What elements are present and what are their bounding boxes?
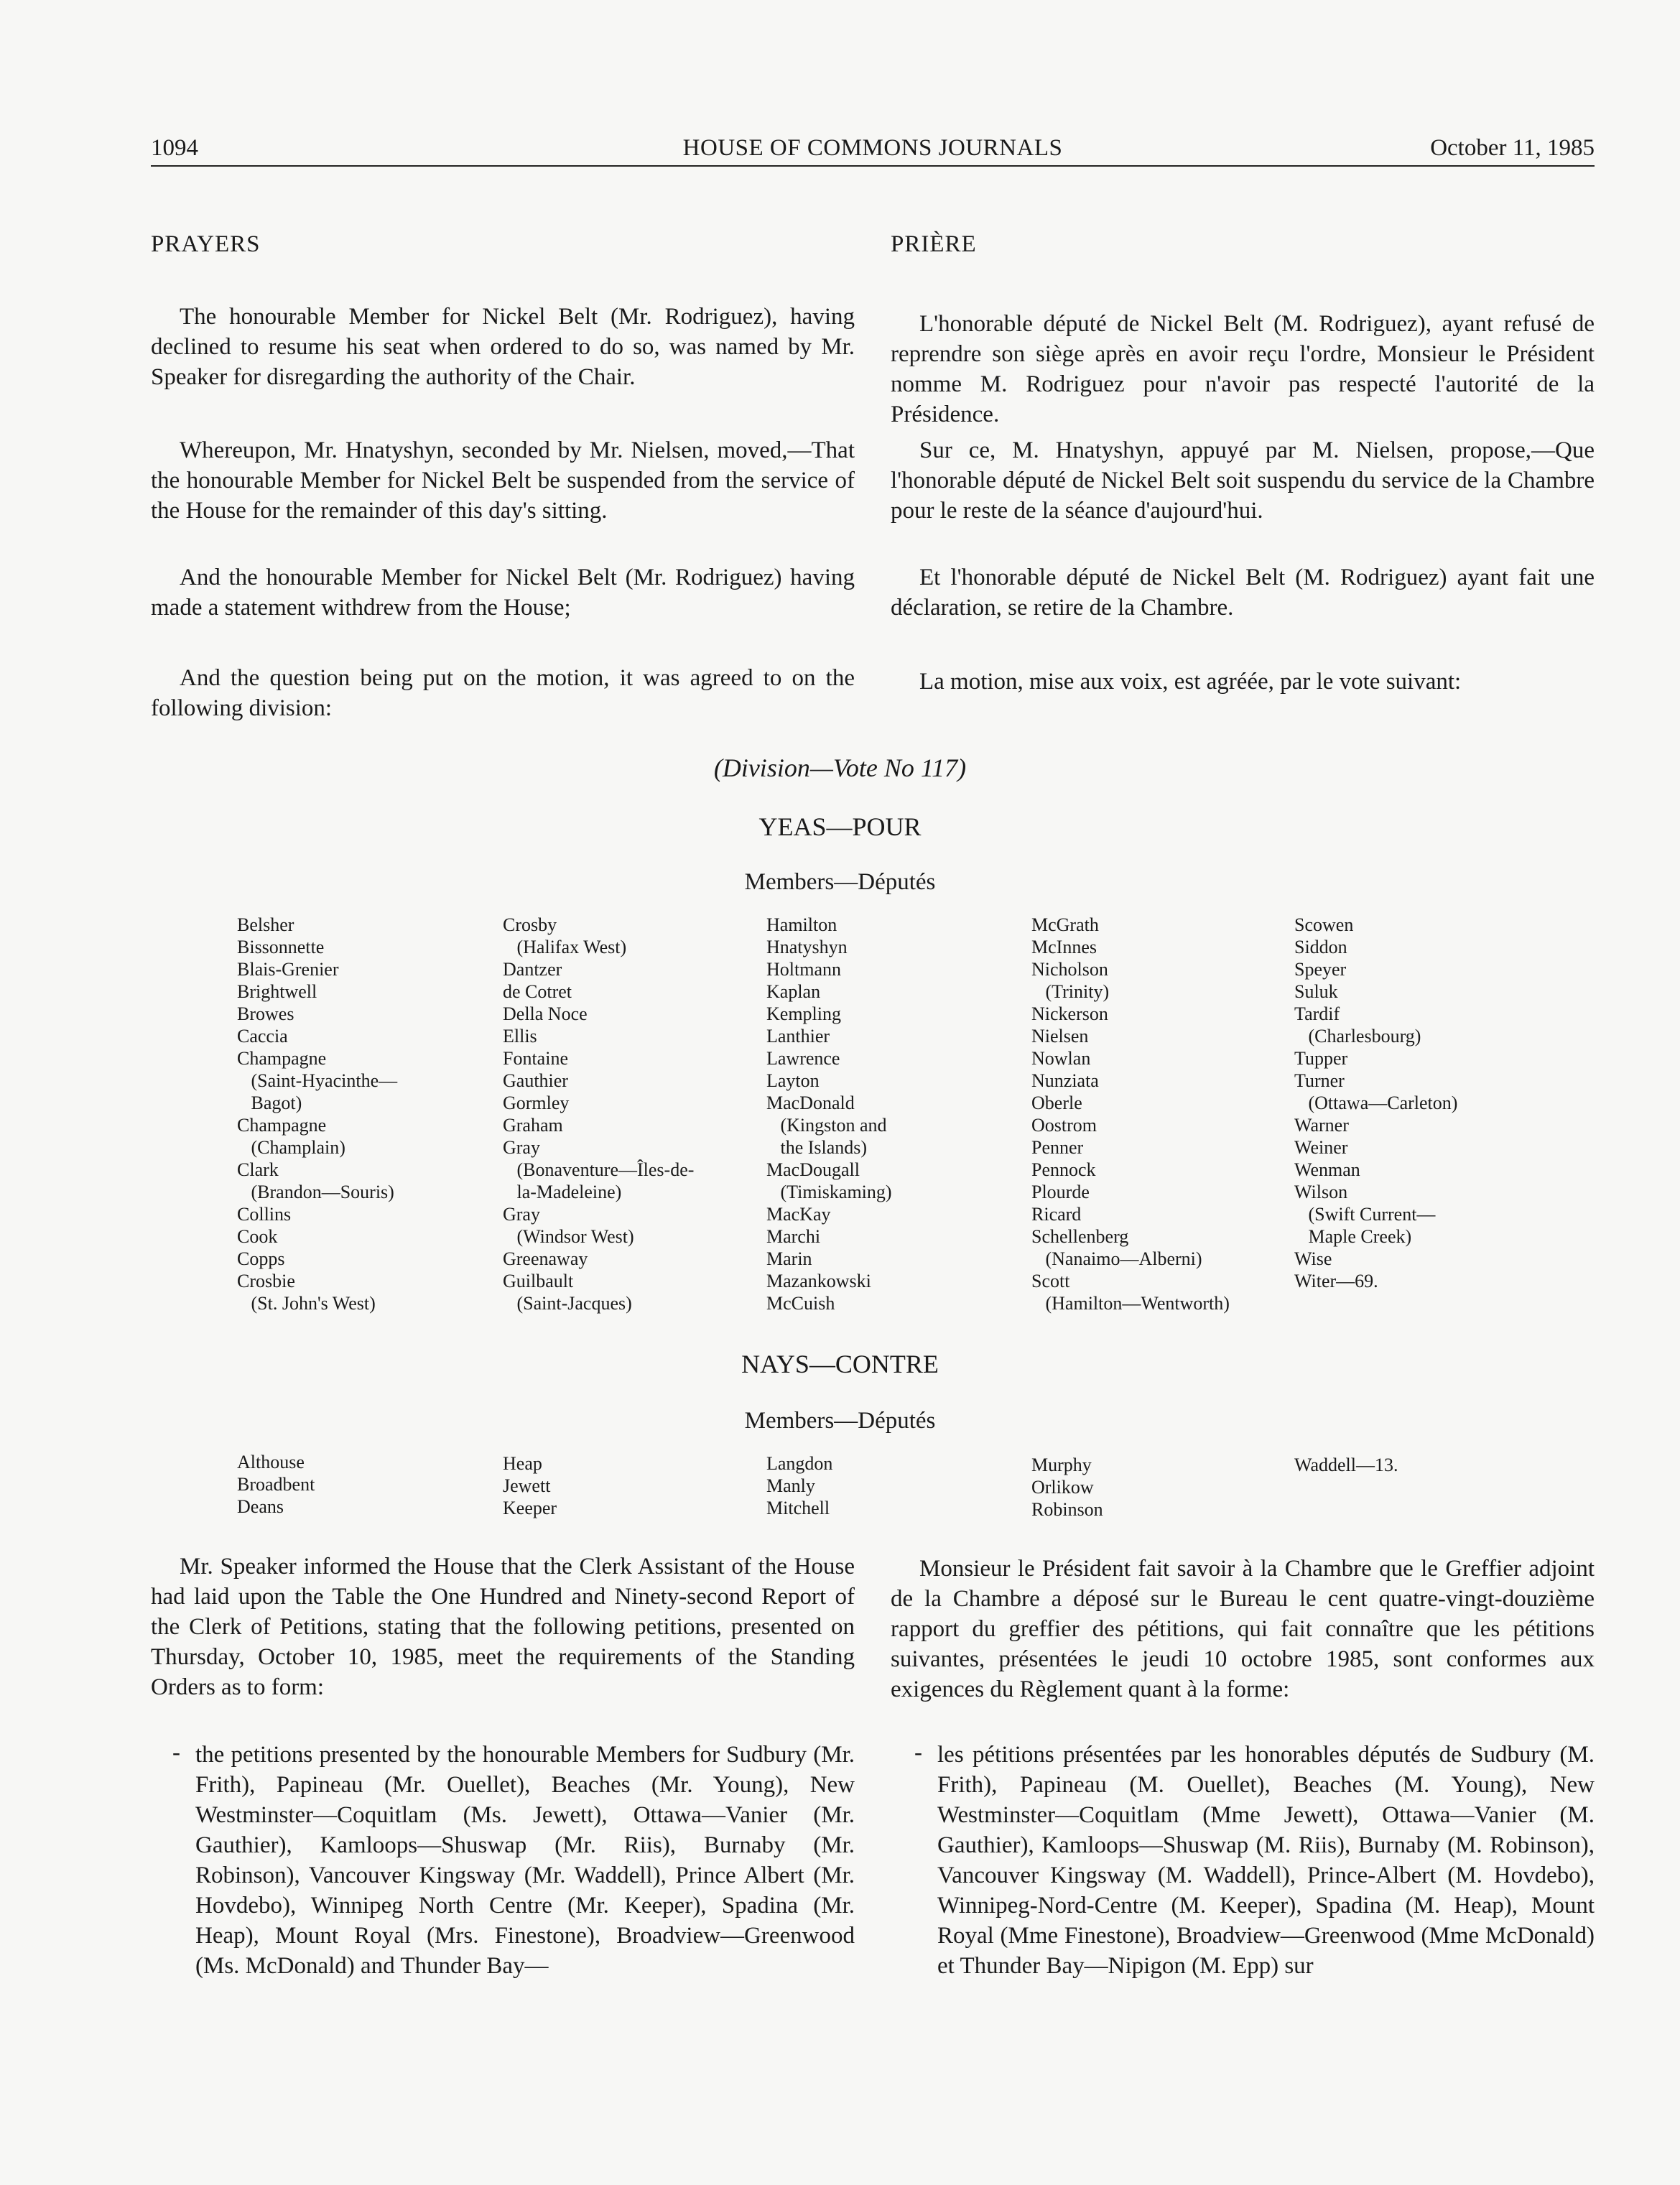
member-name: (Saint-Jacques): [503, 1293, 632, 1314]
member-name: (Halifax West): [503, 937, 627, 957]
en-paragraph-1: The honourable Member for Nickel Belt (Mr. Rodriguez), having declined to resume his seat when ordered to do so, was named by Mr. Speaker for disregarding the authority of the Chair.: [151, 304, 855, 390]
member-name: Kaplan: [766, 981, 821, 1002]
member-name: Siddon: [1294, 937, 1347, 957]
member-name: Wise: [1294, 1248, 1332, 1269]
member-name: Bissonnette: [237, 937, 325, 957]
member-name: Althouse: [237, 1452, 305, 1472]
fr-bullet-dash: -: [914, 1740, 922, 1766]
member-name: Nicholson: [1031, 959, 1108, 980]
member-name: (Swift Current—: [1294, 1204, 1436, 1225]
member-name: Deans: [237, 1496, 284, 1517]
member-name: Robinson: [1031, 1499, 1103, 1520]
member-name: Pennock: [1031, 1159, 1096, 1180]
member-name: Bagot): [237, 1092, 302, 1113]
yeas-members-heading: Members—Députés: [744, 869, 936, 895]
member-name: Gray: [503, 1137, 540, 1158]
member-name: Marchi: [766, 1226, 821, 1247]
fr-paragraph-5: Monsieur le Président fait savoir à la Chambre que le Greffier adjoint de la Chambre a déposé sur le Bureau le cent quatre-vingt-douzième rapport du greffier des pétitions, qui fait connaître que les pétitions suivantes, présentées le jeudi 10 octobre 1985, sont conformes aux exigences du Règlement quant à la forme:: [891, 1556, 1595, 1702]
yeas-column-3: [766, 914, 892, 1314]
member-name: Jewett: [503, 1475, 551, 1496]
member-name: MacDougall: [766, 1159, 860, 1180]
member-name: MacKay: [766, 1204, 831, 1225]
yeas-heading: YEAS—POUR: [758, 812, 922, 841]
member-name: Cook: [237, 1226, 278, 1247]
en-petition-bullet: the petitions presented by the honourable Members for Sudbury (Mr. Frith), Papineau (Mr. Ouellet), Beaches (Mr. Young), New Westminster—Coquitlam (Ms. Jewett), Ottawa—Vanier (Mr. Gauthier), Kamloops—Shuswap (Mr. Riis), Burnaby (Mr. Robinson), Vancouver Kingsway (Mr. Waddell), Prince Albert (Mr. Hovdebo), Winnipeg North Centre (Mr. Keeper), Spadina (Mr. Heap), Mount Royal (Mrs. Finestone), Broadview—Greenwood (Ms. McDonald) and Thunder Bay—: [195, 1742, 855, 1979]
member-name: Nunziata: [1031, 1070, 1099, 1091]
member-name: Holtmann: [766, 959, 841, 980]
member-name: Nielsen: [1031, 1026, 1089, 1047]
member-name: Plourde: [1031, 1182, 1090, 1202]
yeas-column-5: [1294, 914, 1457, 1292]
member-name: Champagne: [237, 1048, 327, 1069]
member-name: Clark: [237, 1159, 279, 1180]
member-name: Oberle: [1031, 1092, 1082, 1113]
member-name: Mitchell: [766, 1498, 830, 1518]
member-name: Tardif: [1294, 1003, 1340, 1024]
nays-heading: NAYS—CONTRE: [741, 1350, 939, 1378]
member-name: McCuish: [766, 1293, 835, 1314]
member-name: Lanthier: [766, 1026, 830, 1047]
journal-title: HOUSE OF COMMONS JOURNALS: [682, 135, 1063, 161]
member-name: (Windsor West): [503, 1226, 634, 1247]
member-name: Mazankowski: [766, 1271, 871, 1291]
member-name: Crosbie: [237, 1271, 295, 1291]
member-name: Nickerson: [1031, 1003, 1108, 1024]
member-name: McInnes: [1031, 937, 1097, 957]
nays-members-heading: Members—Députés: [744, 1408, 936, 1434]
en-paragraph-5: Mr. Speaker informed the House that the Clerk Assistant of the House had laid upon the Table the One Hundred and Ninety-second Report of the Clerk of Petitions, stating that the following petitions, presented on Thursday, October 10, 1985, meet the requirements of the Standing Orders as to form:: [151, 1554, 855, 1700]
member-name: Nowlan: [1031, 1048, 1091, 1069]
yeas-column-2: [503, 914, 694, 1314]
member-name: Waddell—13.: [1294, 1455, 1398, 1475]
member-name: Kempling: [766, 1003, 841, 1024]
member-name: (Saint-Hyacinthe—: [237, 1070, 398, 1091]
en-paragraph-2: Whereupon, Mr. Hnatyshyn, seconded by Mr. Nielsen, moved,—That the honourable Member for Nickel Belt be suspended from the service of the House for the remainder of this day's sitting.: [151, 437, 855, 524]
member-name: Schellenberg: [1031, 1226, 1129, 1247]
fr-petition-bullet: les pétitions présentées par les honorables députés de Sudbury (M. Frith), Papineau (M. Ouellet), Beaches (M. Young), New Westminster—Coquitlam (Mme Jewett), Ottawa—Vanier (M. Gauthier), Kamloops—Shuswap (M. Riis), Burnaby (M. Robinson), Vancouver Kingsway (M. Waddell), Prince-Albert (M. Hovdebo), Winnipeg-Nord-Centre (M. Keeper), Spadina (M. Heap), Mount Royal (Mme Finestone), Broadview—Greenwood (Mme McDonald) et Thunder Bay—Nipigon (M. Epp) sur: [937, 1742, 1595, 1979]
member-name: Witer—69.: [1294, 1271, 1378, 1291]
member-name: Suluk: [1294, 981, 1338, 1002]
section-heading-fr: PRIÈRE: [891, 231, 977, 257]
member-name: Warner: [1294, 1115, 1349, 1136]
member-name: Scowen: [1294, 914, 1354, 935]
member-name: Layton: [766, 1070, 820, 1091]
member-name: (Charlesbourg): [1294, 1026, 1421, 1047]
member-name: Hnatyshyn: [766, 937, 848, 957]
member-name: de Cotret: [503, 981, 572, 1002]
member-name: Orlikow: [1031, 1477, 1094, 1498]
member-name: Ellis: [503, 1026, 537, 1047]
member-name: Dantzer: [503, 959, 562, 980]
member-name: Hamilton: [766, 914, 837, 935]
member-name: Greenaway: [503, 1248, 588, 1269]
nays-column-1: [237, 1451, 315, 1518]
member-name: McGrath: [1031, 914, 1099, 935]
en-paragraph-3: And the honourable Member for Nickel Belt (Mr. Rodriguez) having made a statement withdrew from the House;: [151, 565, 855, 621]
member-name: (Champlain): [237, 1137, 345, 1158]
page-number: 1094: [151, 135, 198, 161]
member-name: Ricard: [1031, 1204, 1082, 1225]
member-name: Gauthier: [503, 1070, 568, 1091]
member-name: (Nanaimo—Alberni): [1031, 1248, 1202, 1269]
member-name: Crosby: [503, 914, 557, 935]
member-name: (Bonaventure—Îles-de-: [503, 1159, 695, 1180]
member-name: (Kingston and: [766, 1115, 887, 1136]
member-name: Blais-Grenier: [237, 959, 339, 980]
member-name: (Brandon—Souris): [237, 1182, 394, 1202]
member-name: MacDonald: [766, 1092, 855, 1113]
member-name: Brightwell: [237, 981, 317, 1002]
member-name: Broadbent: [237, 1474, 315, 1495]
header-date: October 11, 1985: [1430, 135, 1595, 161]
member-name: Gray: [503, 1204, 540, 1225]
member-name: la-Madeleine): [503, 1182, 622, 1202]
fr-paragraph-4: La motion, mise aux voix, est agréée, par le vote suivant:: [919, 669, 1462, 695]
page-header: [151, 134, 1595, 167]
nays-column-3: [766, 1452, 832, 1519]
member-name: Turner: [1294, 1070, 1345, 1091]
member-name: Browes: [237, 1003, 294, 1024]
nays-column-2: [503, 1452, 557, 1519]
member-name: Keeper: [503, 1498, 557, 1518]
member-name: Scott: [1031, 1271, 1070, 1291]
member-name: Manly: [766, 1475, 815, 1496]
member-name: Oostrom: [1031, 1115, 1097, 1136]
member-name: (Hamilton—Wentworth): [1031, 1293, 1230, 1314]
member-name: Maple Creek): [1294, 1226, 1412, 1247]
en-bullet-dash: -: [172, 1740, 180, 1766]
member-name: Lawrence: [766, 1048, 840, 1069]
member-name: Guilbault: [503, 1271, 574, 1291]
en-paragraph-4: And the question being put on the motion, it was agreed to on the following division:: [151, 665, 855, 721]
member-name: Champagne: [237, 1115, 327, 1136]
member-name: Tupper: [1294, 1048, 1348, 1069]
section-heading-en: PRAYERS: [151, 231, 261, 257]
member-name: Della Noce: [503, 1003, 588, 1024]
member-name: Gormley: [503, 1092, 570, 1113]
member-name: Graham: [503, 1115, 563, 1136]
member-name: Caccia: [237, 1026, 288, 1047]
member-name: Collins: [237, 1204, 292, 1225]
division-title: (Division—Vote No 117): [713, 753, 967, 782]
member-name: (Timiskaming): [766, 1182, 892, 1202]
member-name: Belsher: [237, 914, 294, 935]
member-name: Heap: [503, 1453, 542, 1474]
fr-paragraph-2: Sur ce, M. Hnatyshyn, appuyé par M. Nielsen, propose,—Que l'honorable député de Nickel Belt soit suspendu du service de la Chambre pour le reste de la séance d'aujourd'hui.: [891, 437, 1595, 524]
member-name: Wilson: [1294, 1182, 1348, 1202]
member-name: Weiner: [1294, 1137, 1348, 1158]
nays-column-5: [1294, 1454, 1398, 1476]
fr-paragraph-1: L'honorable député de Nickel Belt (M. Rodriguez), ayant refusé de reprendre son siège après en avoir reçu l'ordre, Monsieur le Président nomme M. Rodriguez pour n'avoir pas respecté l'autorité de la Présidence.: [891, 311, 1595, 427]
member-name: Speyer: [1294, 959, 1347, 980]
member-name: Murphy: [1031, 1455, 1092, 1475]
member-name: Copps: [237, 1248, 285, 1269]
nays-column-4: [1031, 1454, 1103, 1521]
yeas-column-4: [1031, 914, 1230, 1314]
member-name: the Islands): [766, 1137, 868, 1158]
member-name: Langdon: [766, 1453, 833, 1474]
member-name: Wenman: [1294, 1159, 1360, 1180]
member-name: Marin: [766, 1248, 812, 1269]
fr-paragraph-3: Et l'honorable député de Nickel Belt (M. Rodriguez) ayant fait une déclaration, se retire de la Chambre.: [891, 565, 1595, 621]
member-name: (St. John's West): [237, 1293, 376, 1314]
member-name: Penner: [1031, 1137, 1084, 1158]
member-name: (Trinity): [1031, 981, 1110, 1002]
yeas-column-1: [237, 914, 397, 1314]
member-name: Fontaine: [503, 1048, 568, 1069]
member-name: (Ottawa—Carleton): [1294, 1092, 1458, 1113]
